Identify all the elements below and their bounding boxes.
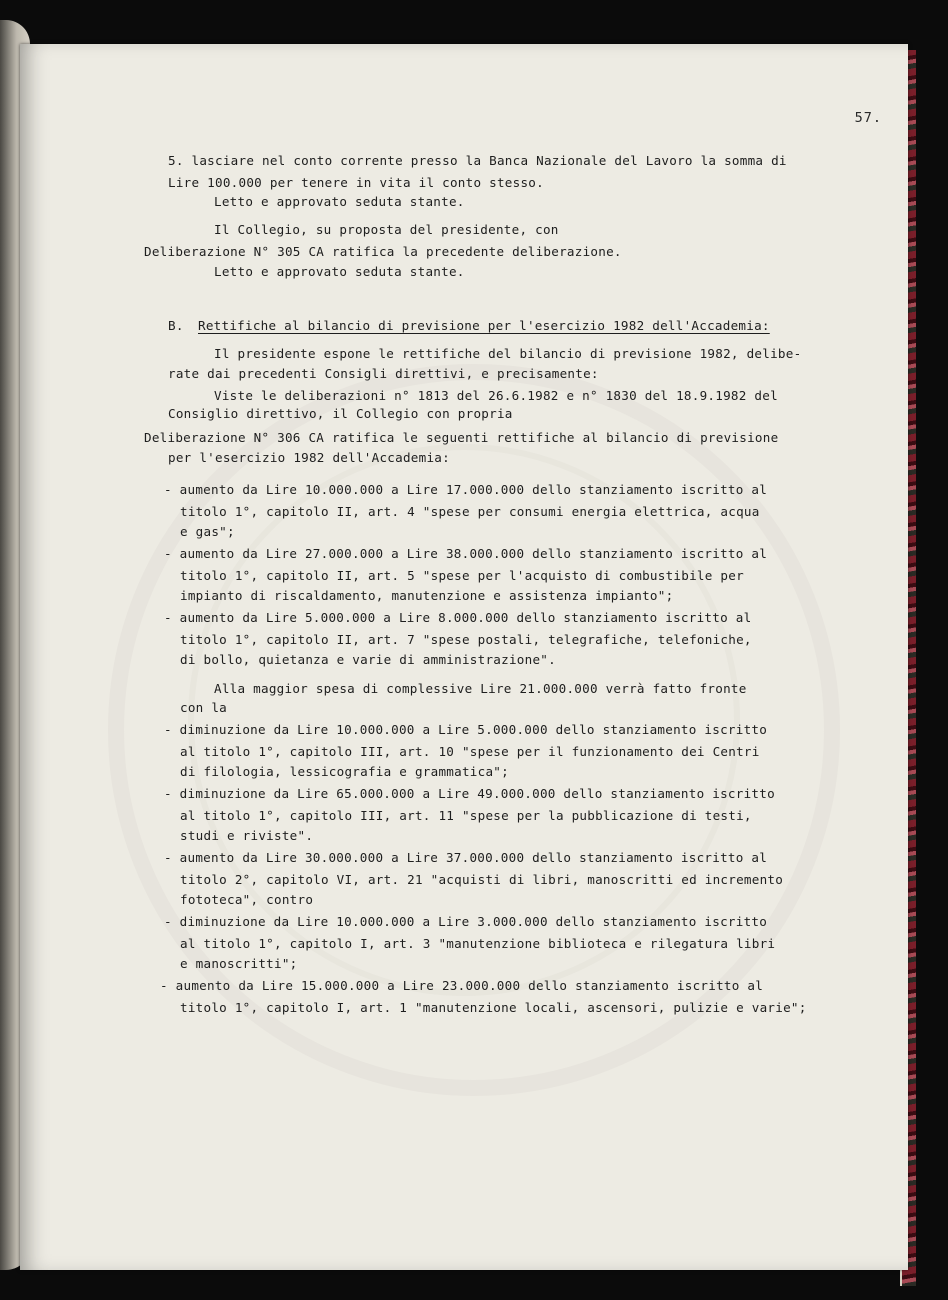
text-line: Deliberazione N° 305 CA ratifica la precedente deliberazione. [144,244,622,259]
section-label: B. [168,318,184,333]
text-line: e manoscritti"; [180,956,298,971]
text-line: Il Collegio, su proposta del presidente, con [214,222,559,237]
text-line: per l'esercizio 1982 dell'Accademia: [168,450,450,465]
text-line: fototeca", contro [180,892,314,907]
text-line: al titolo 1°, capitolo III, art. 11 "spese per la pubblicazione di testi, [180,808,752,823]
text-line: studi e riviste". [180,828,314,843]
text-line: al titolo 1°, capitolo III, art. 10 "spese per il funzionamento dei Centri [180,744,760,759]
section-heading: Rettifiche al bilancio di previsione per l'esercizio 1982 dell'Accademia: [198,318,770,333]
text-line: titolo 1°, capitolo II, art. 5 "spese per l'acquisto di combustibile per [180,568,744,583]
list-item: - aumento da Lire 10.000.000 a Lire 17.000.000 dello stanziamento iscritto al [164,482,768,497]
list-item: - diminuzione da Lire 10.000.000 a Lire 3.000.000 dello stanziamento iscritto [164,914,768,929]
text-line: titolo 1°, capitolo I, art. 1 "manutenzione locali, ascensori, pulizie e varie"; [180,1000,807,1015]
text-line: Consiglio direttivo, il Collegio con propria [168,406,513,421]
text-line: 5. lasciare nel conto corrente presso la Banca Nazionale del Lavoro la somma di [168,153,787,168]
text-line: titolo 1°, capitolo II, art. 4 "spese per consumi energia elettrica, acqua [180,504,760,519]
text-line: Lire 100.000 per tenere in vita il conto stesso. [168,175,544,190]
list-item: - aumento da Lire 27.000.000 a Lire 38.000.000 dello stanziamento iscritto al [164,546,768,561]
list-item: - diminuzione da Lire 10.000.000 a Lire 5.000.000 dello stanziamento iscritto [164,722,768,737]
page-number: 57. [854,110,882,126]
list-item: - aumento da Lire 5.000.000 a Lire 8.000.000 dello stanziamento iscritto al [164,610,752,625]
text-line: Deliberazione N° 306 CA ratifica le seguenti rettifiche al bilancio di previsione [144,430,779,445]
text-line: titolo 2°, capitolo VI, art. 21 "acquisti di libri, manoscritti ed incremento [180,872,784,887]
text-line: al titolo 1°, capitolo I, art. 3 "manutenzione biblioteca e rilegatura libri [180,936,776,951]
list-item: - aumento da Lire 30.000.000 a Lire 37.000.000 dello stanziamento iscritto al [164,850,768,865]
text-line: Il presidente espone le rettifiche del bilancio di previsione 1982, delibe- [214,346,802,361]
text-line: e gas"; [180,524,235,539]
list-item: - aumento da Lire 15.000.000 a Lire 23.000.000 dello stanziamento iscritto al [160,978,764,993]
text-line: impianto di riscaldamento, manutenzione e assistenza impianto"; [180,588,674,603]
text-line: rate dai precedenti Consigli direttivi, e precisamente: [168,366,599,381]
text-line: Alla maggior spesa di complessive Lire 21.000.000 verrà fatto fronte [214,681,747,696]
text-line: di filologia, lessicografia e grammatica"; [180,764,509,779]
document-page [20,44,908,1270]
text-line: Letto e approvato seduta stante. [214,194,465,209]
text-line: con la [180,700,227,715]
list-item: - diminuzione da Lire 65.000.000 a Lire 49.000.000 dello stanziamento iscritto [164,786,775,801]
text-line: titolo 1°, capitolo II, art. 7 "spese postali, telegrafiche, telefoniche, [180,632,752,647]
text-line: Letto e approvato seduta stante. [214,264,465,279]
text-line: di bollo, quietanza e varie di amministrazione". [180,652,556,667]
text-line: Viste le deliberazioni n° 1813 del 26.6.1982 e n° 1830 del 18.9.1982 del [214,388,778,403]
